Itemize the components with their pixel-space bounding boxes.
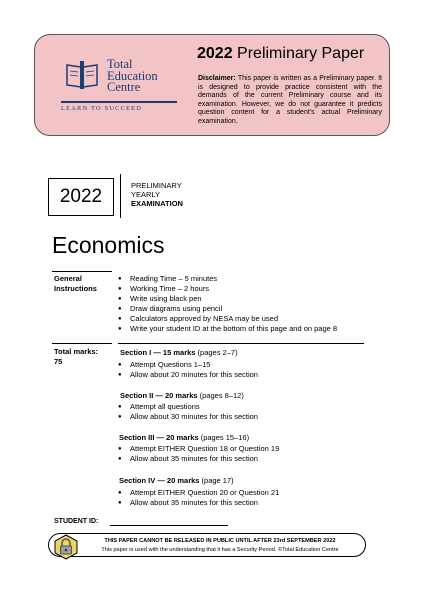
- list-item: ● Allow about 30 minutes for this section: [118, 412, 258, 422]
- list-item: ● Working Time – 2 hours: [118, 284, 337, 294]
- section-heading: Section IV — 20 marks (page 17): [119, 476, 234, 485]
- section-heading: Section II — 20 marks (pages 8–12): [120, 391, 244, 400]
- list-item: ● Attempt EITHER Question 20 or Question 21: [118, 488, 279, 498]
- header-banner: [34, 34, 390, 136]
- section-heading: Section III — 20 marks (pages 15–16): [119, 433, 250, 442]
- list-item: ● Write your student ID at the bottom of this page and on page 8: [118, 324, 337, 334]
- paper-title: 2022 Preliminary Paper: [197, 45, 365, 62]
- general-instructions-label: General Instructions: [54, 274, 97, 293]
- list-item: ● Allow about 35 minutes for this section: [118, 498, 279, 508]
- section-list: [118, 488, 279, 508]
- list-item: ● Allow about 35 minutes for this section: [118, 454, 279, 464]
- divider: [120, 174, 121, 218]
- security-footer: [48, 533, 366, 557]
- list-item: ● Write using black pen: [118, 294, 337, 304]
- student-id-label: STUDENT ID:: [54, 518, 99, 525]
- year-box: 2022: [48, 178, 114, 216]
- subject-title: Economics: [52, 232, 165, 258]
- padlock-seal-icon: [53, 534, 79, 560]
- disclaimer: Disclaimer: This paper is written as a Preliminary paper. It is designed to provide practice consistent with the demands of the current Preliminary course and its examination. However, we do not guarantee it predicts question content for a student's actual Preliminary examination.: [198, 75, 382, 125]
- list-item: ● Attempt EITHER Question 18 or Question 19: [118, 444, 279, 454]
- divider: [52, 343, 112, 344]
- list-item: ● Draw diagrams using pencil: [118, 304, 337, 314]
- section-list: [118, 402, 258, 422]
- logo: [61, 57, 179, 129]
- exam-type: PRELIMINARY YEARLY EXAMINATION: [131, 181, 183, 208]
- list-item: ● Reading Time – 5 minutes: [118, 274, 337, 284]
- security-notice: This paper is used with the understanding that it has a Security Period. ©Total Education Centre: [101, 547, 339, 553]
- section-list: [118, 444, 279, 464]
- logo-tagline: LEARN TO SUCCEED: [61, 105, 143, 112]
- open-book-icon: [65, 61, 99, 89]
- logo-rule: [61, 101, 177, 103]
- student-id-field[interactable]: [110, 525, 228, 526]
- divider: [118, 343, 364, 344]
- total-marks-label: Total marks: 75: [54, 347, 99, 366]
- list-item: ● Calculators approved by NESA may be used: [118, 314, 337, 324]
- release-notice: THIS PAPER CANNOT BE RELEASED IN PUBLIC UNTIL AFTER 23rd SEPTEMBER 2022: [104, 538, 336, 544]
- divider: [52, 271, 112, 272]
- general-instructions-list: [118, 274, 337, 334]
- list-item: ● Allow about 20 minutes for this section: [118, 370, 258, 380]
- list-item: ● Attempt Questions 1–15: [118, 360, 258, 370]
- section-heading: Section I — 15 marks (pages 2–7): [120, 348, 238, 357]
- section-list: [118, 360, 258, 380]
- logo-name: Total Education Centre: [107, 57, 158, 94]
- list-item: ● Attempt all questions: [118, 402, 258, 412]
